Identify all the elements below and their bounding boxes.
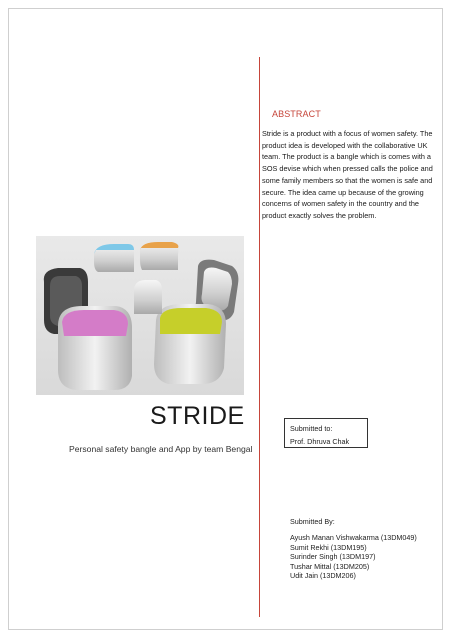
team-members-list [290,533,417,581]
submitted-to-label: Submitted to: [290,424,333,433]
product-image-bangles [36,236,244,395]
submitted-to-box [284,418,368,448]
bangles-illustration [36,236,244,395]
team-member: Sumit Rekhi (13DM195) [290,542,367,552]
vertical-divider-line [259,57,260,617]
cover-subtitle: Personal safety bangle and App by team Bengal [69,444,253,454]
cover-title: STRIDE [150,402,245,430]
team-member: Udit Jain (13DM206) [290,571,356,581]
team-member: Surinder Singh (13DM197) [290,552,376,562]
abstract-heading: ABSTRACT [272,109,321,119]
abstract-body-text: Stride is a product with a focus of women safety. The product idea is developed with the collaborative UK team. The product is a bangle which is comes with a SOS devise which when pressed calls the police and some family members so that the women is safe and secure. The idea came up because of the growing concerns of women safety in the country and the product exactly solves the problem. [262,129,433,220]
team-member: Ayush Manan Vishwakarma (13DM049) [290,533,417,542]
submitted-by-label: Submitted By: [290,517,335,526]
submitted-to-name: Prof. Dhruva Chak [290,437,350,446]
team-member: Tushar Mittal (13DM205) [290,561,370,571]
